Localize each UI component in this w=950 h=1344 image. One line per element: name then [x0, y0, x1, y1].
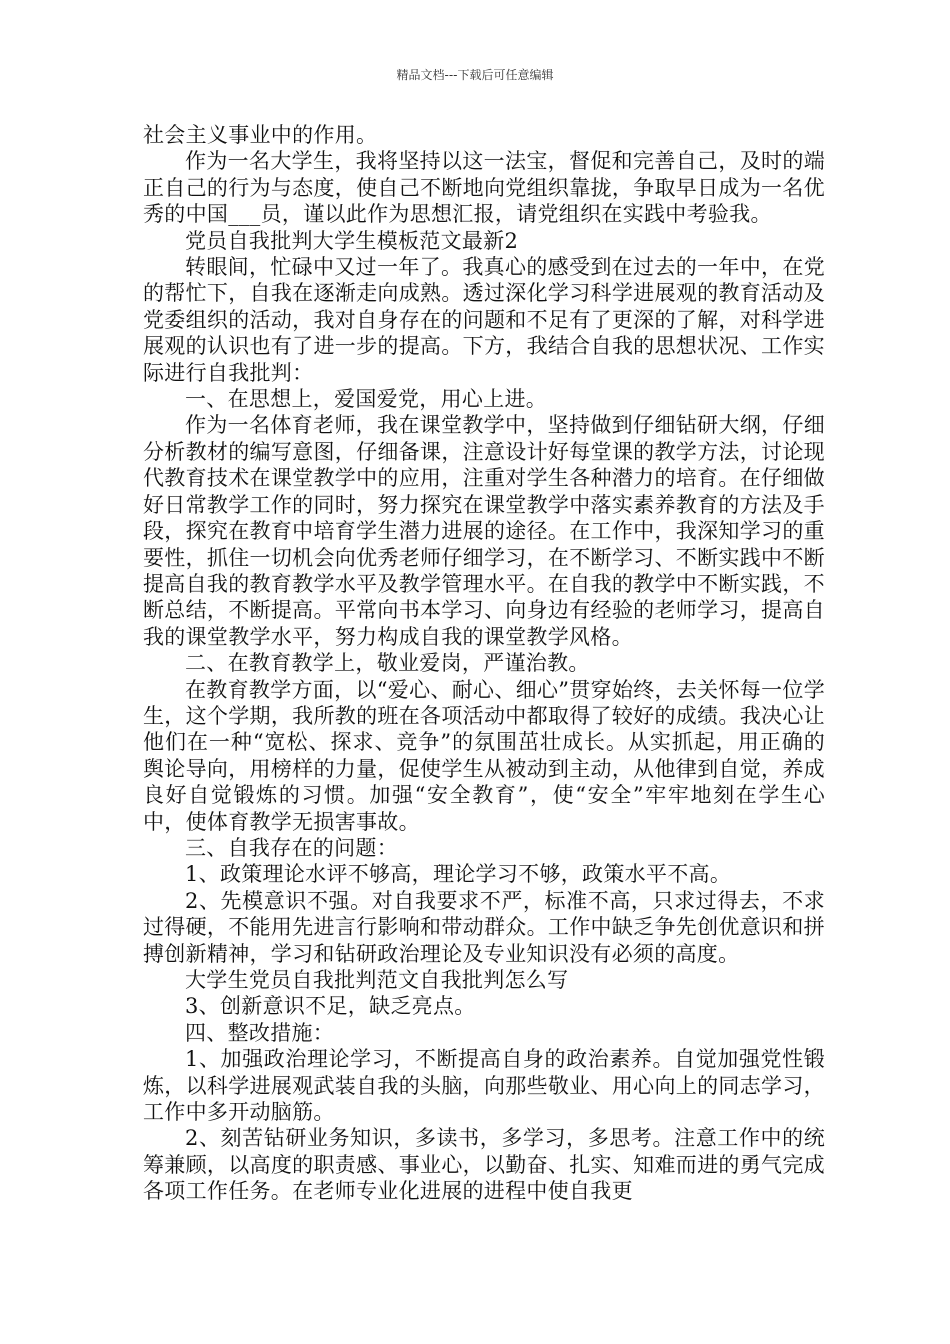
paragraph: 2、先模意识不强。对自我要求不严，标准不高，只求过得去，不求过得硬，不能用先进言行影响和带动群众。工作中缺乏争先创优意识和拼搏创新精神，学习和钻研政治理论及专业知识没有必须的高度。: [143, 888, 825, 966]
paragraph: 二、在教育教学上，敬业爱岗，严谨治教。: [185, 651, 590, 676]
paragraph: 转眼间，忙碌中又过一年了。我真心的感受到在过去的一年中，在党的帮忙下，自我在逐渐走向成熟。透过深化学习科学进展观的教育活动及党委组织的活动，我对自身存在的问题和不足有了更深的了解，对科学进展观的认识也有了进一步的提高。下方，我结合自我的思想状况、工作实际进行自我批判：: [143, 255, 825, 385]
paragraph: 一、在思想上，爱国爱党，用心上进。: [185, 387, 548, 412]
document-body: [143, 122, 825, 1205]
page-header: 精品文档---下载后可任意编辑: [396, 68, 554, 82]
paragraph: 大学生党员自我批判范文自我批判怎么写: [185, 968, 569, 992]
paragraph: 1、政策理论水评不够高，理论学习不够，政策水平不高。: [185, 862, 732, 887]
paragraph: 党员自我批判大学生模板范文最新2: [185, 228, 519, 253]
paragraph: 社会主义事业中的作用。: [143, 123, 378, 147]
paragraph: 作为一名大学生，我将坚持以这一法宝，督促和完善自己，及时的端正自己的行为与态度，使自己不断地向党组织靠拢，争取早日成为一名优秀的中国___员，谨以此作为思想汇报，请党组织在实践中考验我。: [143, 149, 825, 227]
paragraph: 三、自我存在的问题：: [185, 835, 398, 860]
paragraph: 四、整改措施：: [185, 1020, 335, 1045]
paragraph: 作为一名体育老师，我在课堂教学中，坚持做到仔细钻研大纲，仔细分析教材的编写意图，仔细备课，注意设计好每堂课的教学方法，讨论现代教育技术在课堂教学中的应用，注重对学生各种潜力的培育。在仔细做好日常教学工作的同时，努力探究在课堂教学中落实素养教育的方法及手段，探究在教育中培育学生潜力进展的途径。在工作中，我深知学习的重要性，抓住一切机会向优秀老师仔细学习，在不断学习、不断实践中不断提高自我的教育教学水平及教学管理水平。在自我的教学中不断实践，不断总结，不断提高。平常向书本学习、向身边有经验的老师学习，提高自我的课堂教学水平，努力构成自我的课堂教学风格。: [143, 413, 825, 649]
paragraph: 1、加强政治理论学习，不断提高自身的政治素养。自觉加强党性锻炼，以科学进展观武装自我的头脑，向那些敬业、用心向上的同志学习，工作中多开动脑筋。: [143, 1047, 825, 1125]
paragraph: 3、创新意识不足，缺乏亮点。: [185, 994, 476, 1019]
paragraph: 2、刻苦钻研业务知识，多读书，多学习，多思考。注意工作中的统筹兼顾，以高度的职责感、事业心，以勤奋、扎实、知难而进的勇气完成各项工作任务。在老师专业化进展的进程中使自我更: [143, 1126, 825, 1204]
paragraph: 在教育教学方面，以“爱心、耐心、细心”贯穿始终，去关怀每一位学生，这个学期，我所教的班在各项活动中都取得了较好的成绩。我决心让他们在一种“宽松、探求、竞争”的氛围茁壮成长。从实抓起，用正确的舆论导向，用榜样的力量，促使学生从被动到主动，从他律到自觉，养成良好自觉锻炼的习惯。加强“安全教育”，使“安全”牢牢地刻在学生心中，使体育教学无损害事故。: [143, 677, 825, 834]
